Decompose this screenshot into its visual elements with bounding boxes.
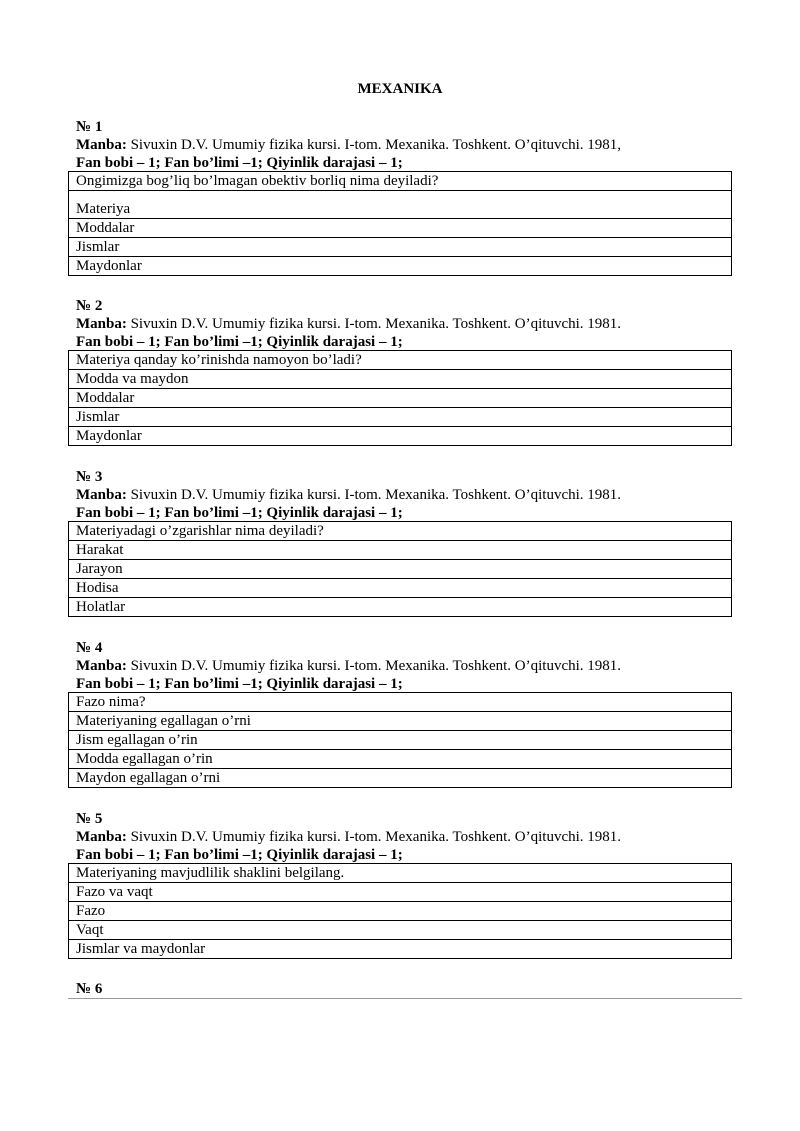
source-label: Manba: [76, 487, 127, 503]
answer-option: Modda va maydon [69, 370, 732, 389]
question-number: № 4 [76, 640, 103, 656]
question-meta: Fan bobi – 1; Fan bo’limi –1; Qiyinlik darajasi – 1; [76, 155, 403, 171]
answer-option: Jismlar [69, 238, 732, 257]
question-source [76, 136, 732, 154]
question-meta: Fan bobi – 1; Fan bo’limi –1; Qiyinlik darajasi – 1; [76, 505, 403, 521]
source-label: Manba: [76, 316, 127, 332]
answer-option: Jarayon [69, 560, 732, 579]
question-meta: Fan bobi – 1; Fan bo’limi –1; Qiyinlik darajasi – 1; [76, 334, 403, 350]
question-number: № 1 [76, 119, 103, 135]
answer-option: Modda egallagan o’rin [69, 750, 732, 769]
question-number: № 2 [76, 298, 103, 314]
question-text: Materiya qanday ko’rinishda namoyon bo’ladi? [69, 351, 732, 370]
answer-option: Fazo va vaqt [69, 883, 732, 902]
question-source [76, 486, 732, 504]
question-meta: Fan bobi – 1; Fan bo’limi –1; Qiyinlik darajasi – 1; [76, 676, 403, 692]
source-label: Manba: [76, 829, 127, 845]
answer-option: Vaqt [69, 921, 732, 940]
answer-option: Maydonlar [69, 427, 732, 446]
answer-option: Jism egallagan o’rin [69, 731, 732, 750]
answer-option: Maydonlar [69, 257, 732, 276]
answer-option: Hodisa [69, 579, 732, 598]
answer-option: Holatlar [69, 598, 732, 617]
source-text: Sivuxin D.V. Umumiy fizika kursi. I-tom. Mexanika. Toshkent. O’qituvchi. 1981. [126, 487, 622, 503]
question-block-1 [76, 118, 732, 276]
source-label: Manba: [76, 137, 127, 153]
question-text: Ongimizga bog’liq bo’lmagan obektiv borliq nima deyiladi? [69, 172, 732, 191]
question-source [76, 657, 732, 675]
question-table [68, 692, 732, 788]
question-text: Materiyaning mavjudlilik shaklini belgilang. [69, 864, 732, 883]
question-block-3 [76, 468, 732, 617]
answer-option: Fazo [69, 902, 732, 921]
source-text: Sivuxin D.V. Umumiy fizika kursi. I-tom. Mexanika. Toshkent. O’qituvchi. 1981. [126, 316, 622, 332]
question-table [68, 521, 732, 617]
question-table [68, 171, 732, 276]
answer-option: Materiya [69, 191, 732, 219]
answer-option: Maydon egallagan o’rni [69, 769, 732, 788]
question-block-2 [76, 297, 732, 446]
answer-option: Moddalar [69, 389, 732, 408]
answer-option: Jismlar [69, 408, 732, 427]
question-number-partial: № 6 [68, 980, 742, 999]
question-number: № 3 [76, 469, 103, 485]
source-text: Sivuxin D.V. Umumiy fizika kursi. I-tom. Mexanika. Toshkent. O’qituvchi. 1981, [126, 137, 622, 153]
source-text: Sivuxin D.V. Umumiy fizika kursi. I-tom. Mexanika. Toshkent. O’qituvchi. 1981. [126, 658, 622, 674]
question-block-4 [76, 639, 732, 788]
question-text: Materiyadagi o’zgarishlar nima deyiladi? [69, 522, 732, 541]
answer-option: Moddalar [69, 219, 732, 238]
question-number: № 5 [76, 811, 103, 827]
question-table [68, 863, 732, 959]
document-title: MEXANIKA [357, 81, 443, 97]
answer-option: Jismlar va maydonlar [69, 940, 732, 959]
question-table [68, 350, 732, 446]
question-block-5 [76, 810, 732, 959]
question-source [76, 828, 732, 846]
question-source [76, 315, 732, 333]
question-meta: Fan bobi – 1; Fan bo’limi –1; Qiyinlik darajasi – 1; [76, 847, 403, 863]
answer-option: Materiyaning egallagan o’rni [69, 712, 732, 731]
source-label: Manba: [76, 658, 127, 674]
answer-option: Harakat [69, 541, 732, 560]
source-text: Sivuxin D.V. Umumiy fizika kursi. I-tom. Mexanika. Toshkent. O’qituvchi. 1981. [126, 829, 622, 845]
question-text: Fazo nima? [69, 693, 732, 712]
